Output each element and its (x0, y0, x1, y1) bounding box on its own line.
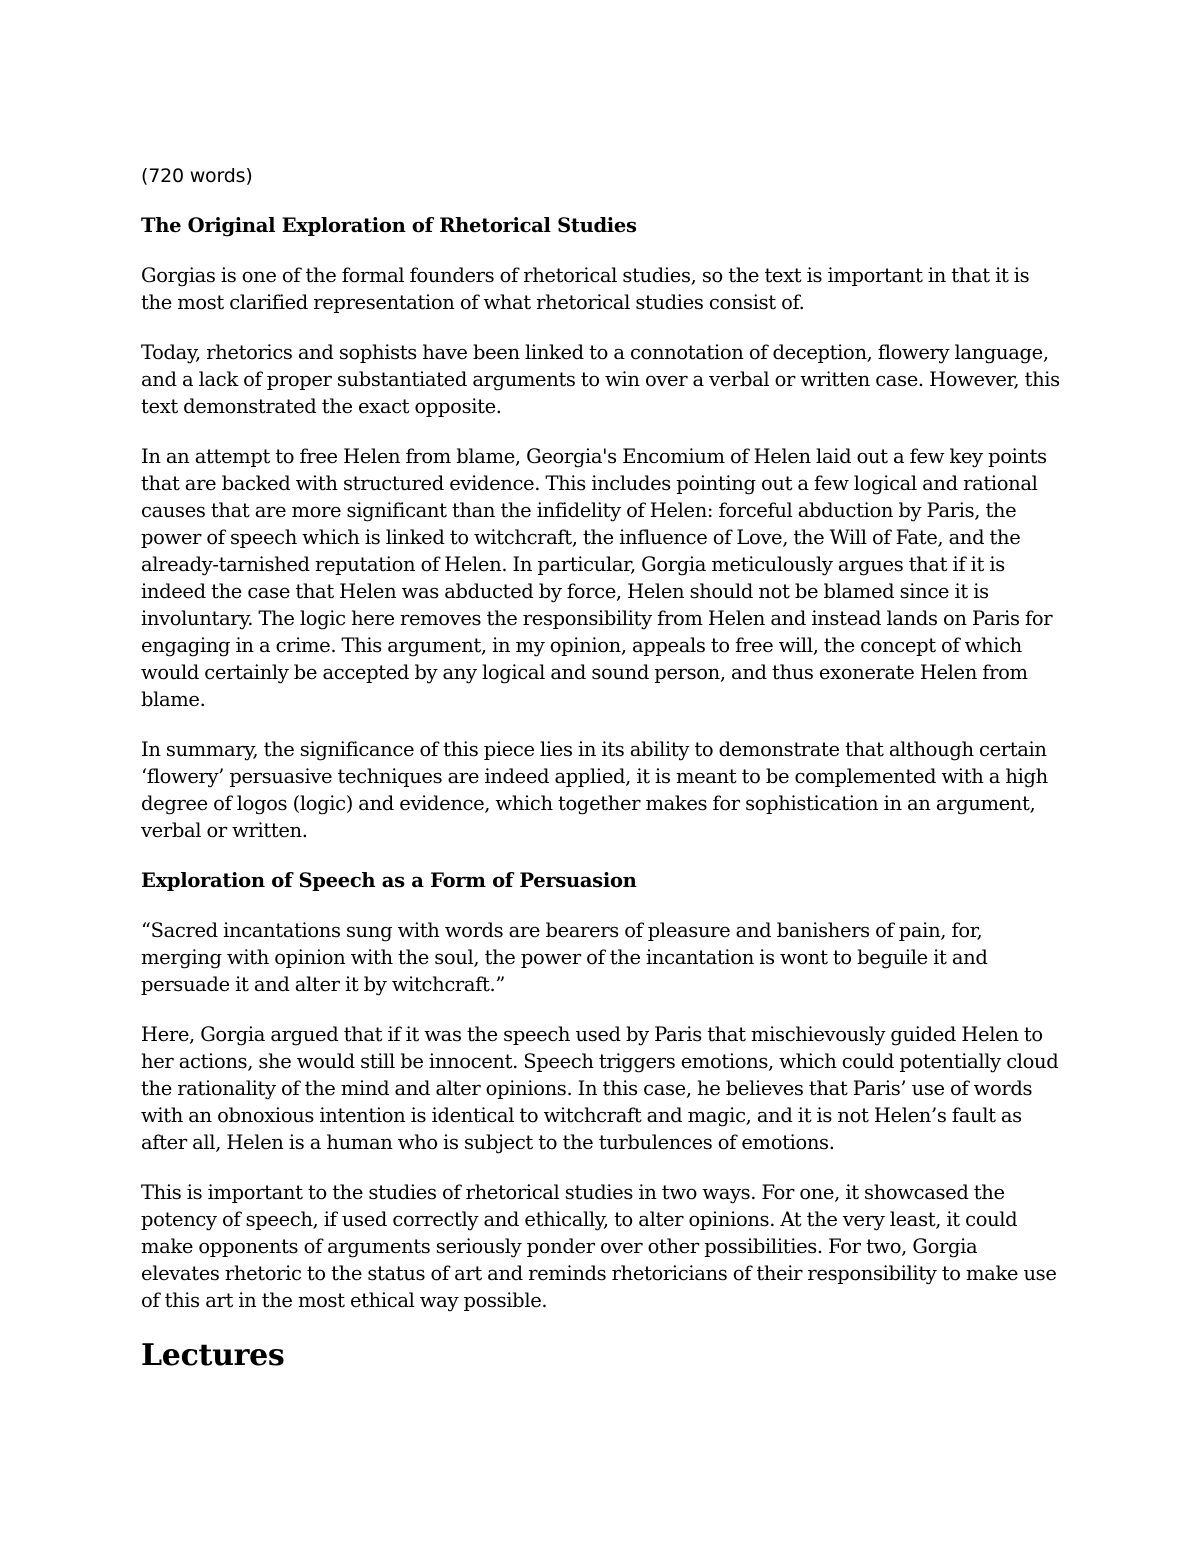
section-heading-lectures: Lectures (141, 1338, 285, 1373)
document-body (141, 162, 1061, 1375)
section-heading-original-exploration: The Original Exploration of Rhetorical Studies (141, 214, 637, 237)
paragraph-importance: This is important to the studies of rhetorical studies in two ways. For one, it showcased the potency of speech, if used correctly and ethically, to alter opinions. At the very least, it could make opponents of arguments seriously ponder over other possibilities. For two, Gorgia elevates rhetoric to the status of art and reminds rhetoricians of their responsibility to make use of this art in the most ethical way possible. (141, 1181, 1057, 1312)
word-count: (720 words) (141, 165, 253, 187)
paragraph-today-rhetorics: Today, rhetorics and sophists have been linked to a connotation of deception, flowery language, and a lack of proper substantiated arguments to win over a verbal or written case. However, this text demonstrated the exact opposite. (141, 341, 1060, 418)
paragraph-gorgia-argued: Here, Gorgia argued that if it was the speech used by Paris that mischievously guided Helen to her actions, she would still be innocent. Speech triggers emotions, which could potentially cloud the rationality of the mind and alter opinions. In this case, he believes that Paris’ use of words with an obnoxious intention is identical to witchcraft and magic, and it is not Helen’s fault as after all, Helen is a human who is subject to the turbulences of emotions. (141, 1023, 1059, 1154)
paragraph-encomium-of-helen: In an attempt to free Helen from blame, Georgia's Encomium of Helen laid out a few key points that are backed with structured evidence. This includes pointing out a few logical and rational causes that are more significant than the infidelity of Helen: forceful abduction by Paris, the power of speech which is linked to witchcraft, the influence of Love, the Will of Fate, and the already-tarnished reputation of Helen. In particular, Gorgia meticulously argues that if it is indeed the case that Helen was abducted by force, Helen should not be blamed since it is involuntary. The logic here removes the responsibility from Helen and instead lands on Paris for engaging in a crime. This argument, in my opinion, appeals to free will, the concept of which would certainly be accepted by any logical and sound person, and thus exonerate Helen from blame. (141, 445, 1053, 711)
paragraph-gorgias-founder: Gorgias is one of the formal founders of rhetorical studies, so the text is important in that it is the most clarified representation of what rhetorical studies consist of. (141, 264, 1030, 314)
paragraph-summary: In summary, the significance of this piece lies in its ability to demonstrate that although certain ‘flowery’ persuasive techniques are indeed applied, it is meant to be complemented with a high degree of logos (logic) and evidence, which together makes for sophistication in an argument, verbal or written. (141, 738, 1048, 842)
paragraph-quotation: “Sacred incantations sung with words are bearers of pleasure and banishers of pain, for, merging with opinion with the soul, the power of the incantation is wont to beguile it and persuade it and alter it by witchcraft.” (141, 919, 988, 996)
section-heading-speech-persuasion: Exploration of Speech as a Form of Persuasion (141, 869, 637, 892)
